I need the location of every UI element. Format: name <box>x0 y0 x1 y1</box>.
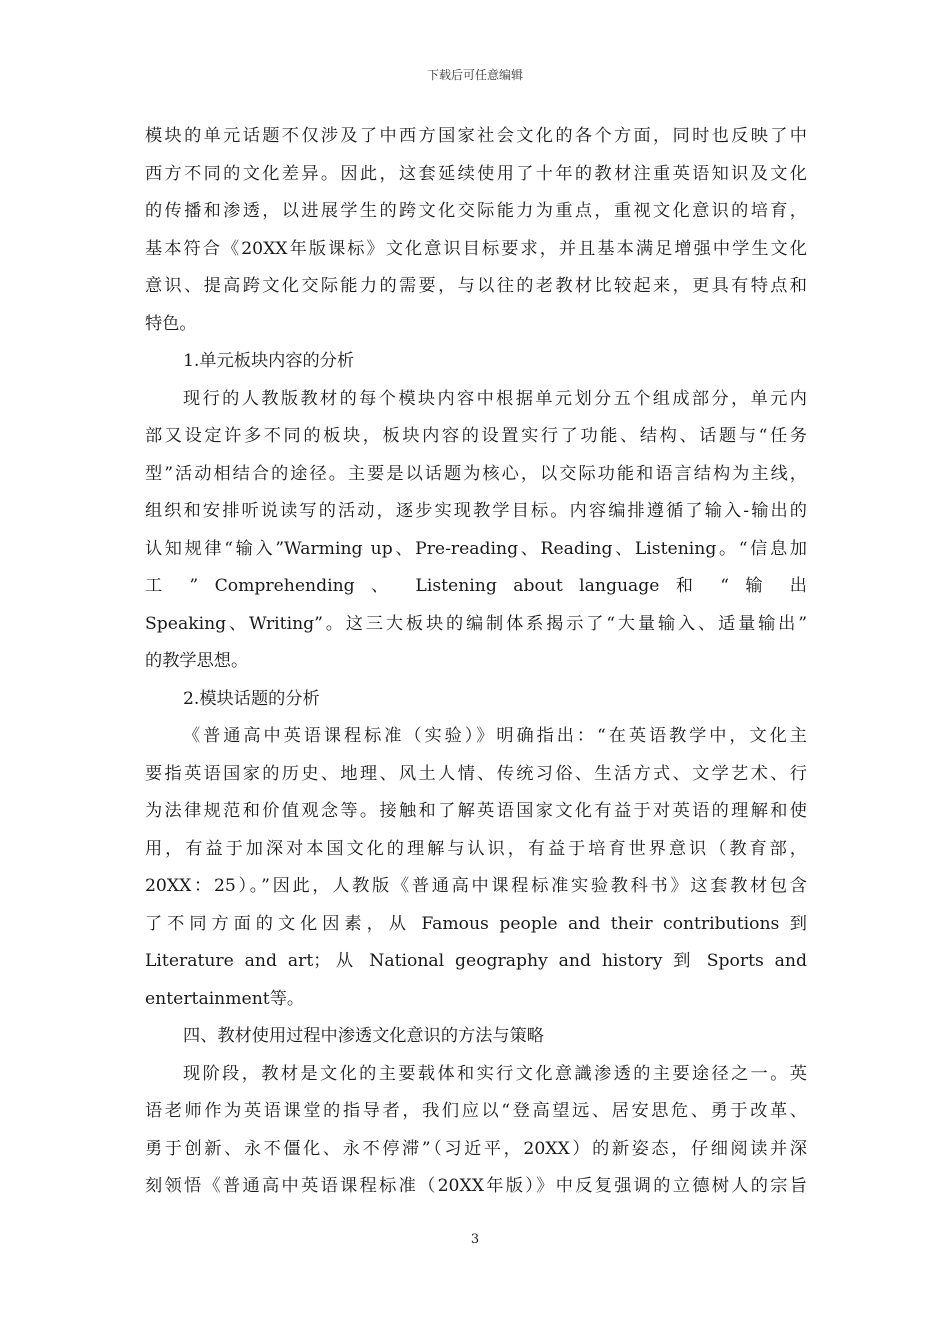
text-line: 刻领悟《普通高中英语课程标准（20XX年版）》中反复强调的立德树人的宗旨 <box>145 1176 807 1196</box>
text-line: 为法律规范和价值观念等。接触和了解英语国家文化有益于对英语的理解和使 <box>145 801 807 821</box>
page-number: 3 <box>470 1232 480 1247</box>
text-line: 的传播和渗透，以进展学生的跨文化交际能力为重点，重视文化意识的培育， <box>145 201 807 221</box>
text-line: 《普通高中英语课程标准（实验）》明确指出：“在英语教学中，文化主 <box>183 726 807 746</box>
text-line: 组织和安排听说读写的活动，逐步实现教学目标。内容编排遵循了输入-输出的 <box>145 501 807 521</box>
text-line: 型”活动相结合的途径。主要是以话题为核心，以交际功能和语言结构为主线， <box>145 463 807 484</box>
text-line: 认知规律“输入”Warming up、Pre-reading、Reading、Listening。“信息加 <box>145 538 807 559</box>
text-line: Speaking、Writing”。这三大板块的编制体系揭示了“大量输入、适量输出” <box>145 613 807 634</box>
text-line: 现阶段，教材是文化的主要载体和实行文化意識渗透的主要途径之一。英 <box>183 1063 807 1084</box>
text-line: Literature and art；从 National geography and history 到 Sports and <box>145 951 807 971</box>
text-line: 基本符合《20XX年版课标》文化意识目标要求，并且基本满足增强中学生文化 <box>145 238 807 259</box>
text-line: 了不同方面的文化因素，从 Famous people and their contributions 到 <box>145 913 807 934</box>
text-line: 四、教材使用过程中渗透文化意识的方法与策略 <box>183 1026 544 1046</box>
text-line: 工 ” Comprehending 、 Listening about language 和 “ 输 出 <box>145 576 807 596</box>
text-line: 西方不同的文化差异。因此，这套延续使用了十年的教材注重英语知识及文化 <box>145 163 807 184</box>
text-line: 的教学思想。 <box>145 651 249 671</box>
text-line: 语老师作为英语课堂的指导者，我们应以“登高望远、居安思危、勇于改革、 <box>145 1101 807 1121</box>
text-line: 部又设定许多不同的板块，板块内容的设置实行了功能、结构、话题与“任务 <box>145 426 807 446</box>
text-line: 用，有益于加深对本国文化的理解与认识，有益于培育世界意识（教育部， <box>145 838 807 859</box>
text-line: 现行的人教版教材的每个模块内容中根据单元划分五个组成部分，单元内 <box>183 388 807 409</box>
text-line: 特色。 <box>145 313 197 334</box>
document-body <box>145 118 807 1206</box>
page-header: 下载后可任意编辑 <box>426 68 523 82</box>
text-line: 20XX：25）。”因此，人教版《普通高中课程标准实验教科书》这套教材包含 <box>145 876 807 896</box>
text-line: entertainment等。 <box>145 988 305 1009</box>
text-line: 勇于创新、永不僵化、永不停滞”（习近平，20XX）的新姿态，仔细阅读并深 <box>145 1138 807 1159</box>
text-line: 1.单元板块内容的分析 <box>183 351 355 371</box>
text-line: 要指英语国家的历史、地理、风土人情、传统习俗、生活方式、文学艺术、行 <box>145 763 807 784</box>
text-line: 模块的单元话题不仅涉及了中西方国家社会文化的各个方面，同时也反映了中 <box>145 126 807 146</box>
text-line: 2.模块话题的分析 <box>183 688 320 709</box>
text-line: 意识、提高跨文化交际能力的需要，与以往的老教材比较起来，更具有特点和 <box>145 276 807 296</box>
